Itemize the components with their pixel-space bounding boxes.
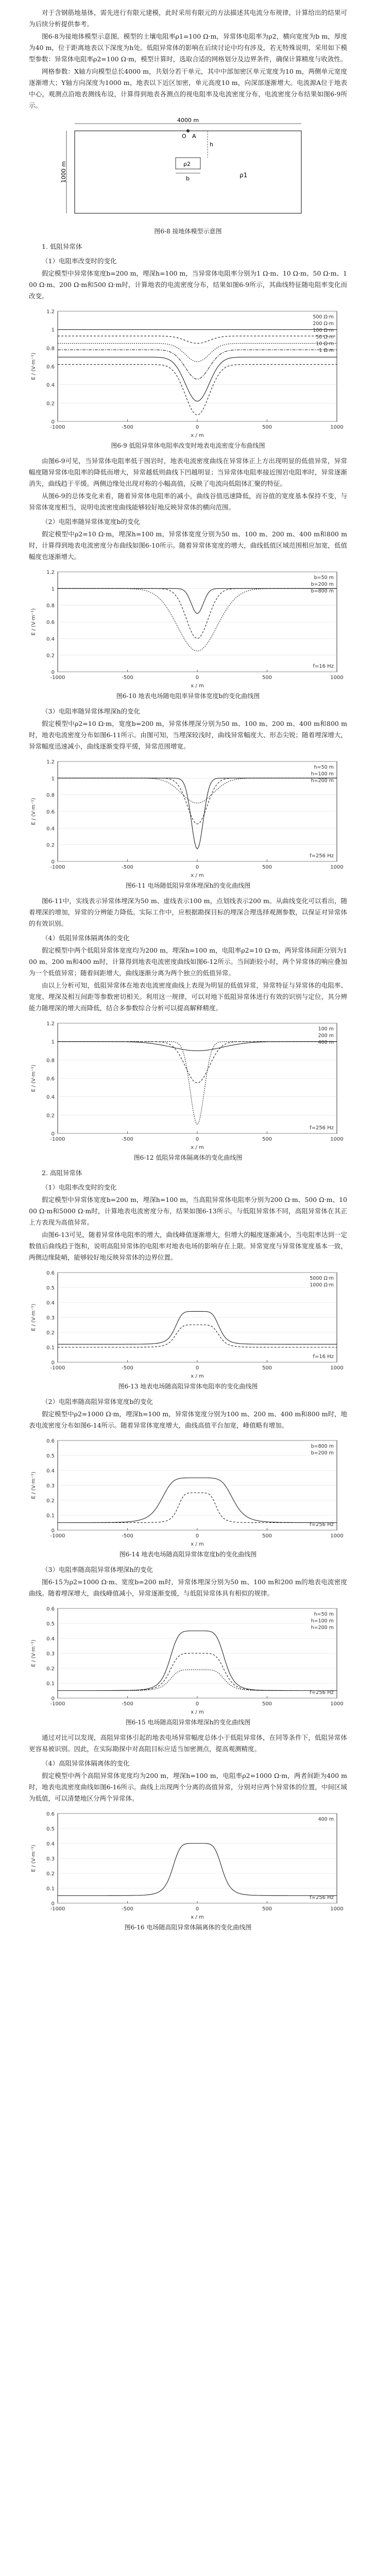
paragraph-2-1b: 由图6-13可见，随着异常体电阻率的增大，曲线峰值逐渐增大，但增大的幅度逐渐减小，当电阻率达到一定数值后曲线趋于饱和，说明高阻异常体的电阻率对地表电场的影响存在上限。异常宽度与异常体宽度基本一致，两侧边缘陡峭，能够较好地反映异常体的边界位置。 [29, 1231, 347, 1261]
series-label: 1 Ω·m [319, 348, 334, 353]
subsection-2-4: （4）高阻异常体隔离体的变化 [42, 1759, 130, 1767]
x-axis-label: x / m [191, 1709, 204, 1715]
series-line [58, 1325, 337, 1348]
series-line [58, 343, 337, 362]
x-tick-label: -500 [122, 1906, 133, 1912]
rho2-label: ρ2 [183, 161, 191, 167]
chart-fig6-9 [29, 305, 347, 439]
series-label: b=50 m [314, 575, 334, 581]
chart-annotation: f=256 Hz [310, 1522, 334, 1528]
chart-fig6-13 [29, 1266, 347, 1380]
chart-fig6-14 [29, 1434, 347, 1548]
x-tick-label: -1000 [50, 1365, 65, 1371]
y-tick-label: 0.2 [46, 842, 55, 849]
chart-annotation: f=256 Hz [310, 1690, 334, 1696]
y-axis-label: E / (V·m⁻¹) [31, 1471, 37, 1499]
x-tick-label: -500 [122, 675, 133, 681]
y-axis-label: E / (V·m⁻¹) [31, 1303, 37, 1331]
series-label: 50 Ω·m [316, 334, 334, 340]
series-label: 10 Ω·m [316, 341, 334, 347]
paragraph-1-4: 假定模型中两个低阻异常体宽度均为200 m，埋深h=100 m，电阻率ρ2=10 Ω·m，两异常体间距分别为100 m、200 m和400 m时，计算得到地表电流密度曲线如图6-12所示。当间距较小时，两个异常体的响应叠加为一个低值异常；随着间距增大，曲线逐渐分离为两个独立的低值异常。 [29, 946, 347, 977]
x-tick-label: -1000 [50, 1533, 65, 1539]
x-tick-label: 500 [262, 1701, 272, 1707]
x-tick-label: -1000 [50, 1701, 65, 1707]
chart-annotation: f=256 Hz [310, 853, 334, 859]
x-tick-label: 1000 [330, 1701, 344, 1707]
y-tick-label: 0.1 [46, 1513, 55, 1519]
depth-label: 1000 m [60, 161, 67, 183]
model-schematic [44, 115, 332, 224]
paragraph-model: 图6-8为接地体模型示意图。模型的土壤电阻率ρ1=100 Ω·m，异常体电阻率为ρ2，横向宽度为b m，厚度为40 m，位于距离地表以下深度为h处。低阻异常体的影响在后续讨论中均有涉及，若无特殊说明，采用如下模型参数：异常体电阻率ρ2=100 Ω·m，模型计算时，选取合适的网格划分及边界条件，确保计算精度与收敛性。 [29, 32, 347, 63]
chart-fig6-12 [29, 1017, 347, 1151]
x-axis-label: x / m [191, 1914, 204, 1920]
b-label: b [186, 175, 190, 182]
paragraph-1-3b: 图6-11中，实线表示异常体埋深为50 m、虚线表示100 m，点划线表示200 m。从曲线变化可以看出，随着埋深的增加，异常的分辨能力降低。实际工作中，应根据勘探目标的埋深合理选择观测参数，以保证对异常体的有效识别。 [29, 897, 347, 927]
y-tick-label: 0.2 [46, 653, 55, 659]
series-label: 100 Ω·m [313, 328, 334, 333]
series-label: 5000 Ω·m [310, 1276, 334, 1281]
y-tick-label: 0 [51, 1131, 55, 1137]
y-axis-label: E / (V·m⁻¹) [31, 1844, 37, 1872]
x-tick-label: 500 [262, 1906, 272, 1912]
series-line [58, 357, 337, 401]
x-tick-label: 1000 [330, 1906, 344, 1912]
series-line [58, 588, 337, 651]
x-tick-label: -1000 [50, 1137, 65, 1142]
series-line [58, 1042, 337, 1083]
chart-fig6-10 [29, 566, 347, 689]
y-tick-label: 1.2 [46, 309, 55, 315]
x-tick-label: -1000 [50, 1906, 65, 1912]
y-tick-label: 0 [51, 670, 55, 675]
y-tick-label: 0.4 [46, 1841, 55, 1847]
subsection-1-1: （1）电阻率改变时的变化 [42, 257, 117, 265]
series-line [58, 778, 337, 803]
y-tick-label: 0.6 [46, 1438, 55, 1444]
fig15-caption: 图6-15 电场随高阻异常体埋深h的变化曲线图 [125, 1719, 251, 1726]
chart-annotation: f=256 Hz [310, 1125, 334, 1131]
fig14-caption: 图6-14 地表电场随高阻异常体宽度b的变化曲线图 [119, 1551, 257, 1558]
y-tick-label: 0.8 [46, 1058, 55, 1064]
series-label: 200 Ω·m [313, 321, 334, 327]
x-tick-label: -500 [122, 1701, 133, 1707]
subsection-2-1: （1）电阻率改变时的变化 [42, 1183, 117, 1191]
series-label: h=100 m [311, 771, 334, 777]
x-tick-label: 500 [262, 675, 272, 681]
y-tick-label: 0.1 [46, 1681, 55, 1687]
x-tick-label: 1000 [330, 675, 344, 681]
y-tick-label: 0.4 [46, 1468, 55, 1474]
series-label: h=100 m [311, 1618, 334, 1624]
x-tick-label: 0 [195, 865, 199, 870]
y-tick-label: 0.6 [46, 364, 55, 370]
chart-fig6-16 [29, 1807, 347, 1921]
x-axis-label: x / m [191, 1374, 204, 1379]
paragraph-1-1c: 从图6-9的总体变化来看，随着异常体电阻率的减小，曲线谷值迅速降低，而谷值的宽度基本保持不变，与异常体宽度相当，说明电流密度曲线能够较好地反映异常体的横向范围。 [29, 492, 347, 511]
fig16-caption: 图6-16 电场随高阻异常体隔离体的变化曲线图 [124, 1924, 252, 1931]
series-label: 400 m [318, 1817, 334, 1822]
series-label: b=200 m [311, 1450, 334, 1456]
x-axis-label: x / m [191, 873, 204, 878]
y-tick-label: 0 [51, 1696, 55, 1702]
y-tick-label: 0.2 [46, 1330, 55, 1336]
chart-annotation: f=16 Hz [313, 1354, 334, 1360]
paragraph-2-4: 假定模型中两个高阻异常体宽度均为200 m，埋深h=100 m，电阻率ρ2=1000 Ω·m，两者间距为400 m时，地表电流密度曲线如图6-16所示。曲线上出现两个分离的高值异常，分别对应两个异常体的位置，中间区域为低值，可以清楚地区分两个异常体。 [29, 1772, 347, 1802]
x-tick-label: -1000 [50, 425, 65, 430]
subsection-1-2: （2）电阻率随异常体宽度b的变化 [42, 518, 140, 526]
paragraph-2-1: 假定模型中异常体宽度b=200 m，埋深h=100 m，当高阻异常体电阻率分别为200 Ω·m、500 Ω·m、1000 Ω·m和5000 Ω·m时，计算地表电流密度分布，结果如图6-13所示。与低阻异常体不同，高阻异常体在其正上方表现为高值异常。 [29, 1196, 347, 1226]
y-tick-label: 0.4 [46, 1636, 55, 1642]
series-line [58, 588, 337, 614]
y-axis-label: E / (V·m⁻¹) [31, 352, 37, 380]
rho1-label: ρ1 [240, 172, 248, 179]
y-tick-label: 0.1 [46, 1345, 55, 1351]
y-axis-label: E / (V·m⁻¹) [31, 1064, 37, 1092]
x-axis-label: x / m [191, 433, 204, 438]
x-tick-label: 0 [195, 425, 199, 430]
origin-label: O [182, 133, 186, 140]
x-tick-label: -1000 [50, 675, 65, 681]
subsection-2-2: （2）电阻率随高阻异常体宽度b的变化 [42, 1398, 153, 1405]
x-tick-label: -500 [122, 1533, 133, 1539]
y-tick-label: 1 [51, 776, 55, 782]
y-tick-label: 0.8 [46, 346, 55, 352]
series-line [58, 1042, 337, 1051]
y-tick-label: 0.3 [46, 1483, 55, 1489]
y-tick-label: 0.4 [46, 382, 55, 388]
chart-annotation: f=16 Hz [313, 664, 334, 669]
x-tick-label: -500 [122, 1365, 133, 1371]
series-label: 500 Ω·m [313, 314, 334, 320]
y-tick-label: 0.6 [46, 809, 55, 815]
x-tick-label: 500 [262, 425, 272, 430]
series-label: h=50 m [314, 765, 334, 770]
y-tick-label: 0.5 [46, 1285, 55, 1291]
y-axis-label: E / (V·m⁻¹) [31, 1639, 37, 1667]
series-line [58, 1843, 337, 1896]
x-tick-label: 0 [195, 1137, 199, 1142]
series-line [58, 1653, 337, 1691]
chart-annotation: f=256 Hz [310, 1895, 334, 1901]
y-tick-label: 1 [51, 586, 55, 592]
x-axis-label: x / m [191, 1145, 204, 1150]
fig11-caption: 图6-11 电场随低阻异常体埋深h的变化曲线图 [125, 882, 251, 889]
section-low-resistivity: 1. 低阻异常体 [42, 243, 82, 250]
y-tick-label: 0.5 [46, 1826, 55, 1832]
y-tick-label: 0.1 [46, 1886, 55, 1892]
y-tick-label: 0.2 [46, 1871, 55, 1877]
y-tick-label: 1.2 [46, 570, 55, 575]
subsection-1-4: （4）低阻异常体隔离体的变化 [42, 934, 130, 942]
series-label: b=800 m [311, 1444, 334, 1449]
paragraph-2-2: 假定模型中ρ2=1000 Ω·m，埋深h=100 m，异常体宽度分别为100 m、200 m、400 m和800 m时，地表电流密度分布如图6-14所示。随着异常体宽度增大，曲线高值平台加宽，峰值略有增加。 [29, 1410, 347, 1429]
x-tick-label: 500 [262, 1533, 272, 1539]
y-tick-label: 0.5 [46, 1453, 55, 1459]
x-tick-label: -500 [122, 865, 133, 870]
x-axis-label: x / m [191, 1541, 204, 1547]
chart-fig6-15 [29, 1602, 347, 1716]
chart-fig6-11 [29, 755, 347, 879]
x-tick-label: 1000 [330, 1533, 344, 1539]
series-label: h=200 m [311, 778, 334, 784]
series-line [58, 1311, 337, 1344]
fig13-caption: 图6-13 地表电场随高阻异常体电阻率的变化曲线图 [118, 1383, 258, 1390]
y-tick-label: 1 [51, 327, 55, 333]
x-tick-label: 0 [195, 1906, 199, 1912]
y-tick-label: 0.4 [46, 826, 55, 832]
series-label: b=800 m [311, 588, 334, 594]
series-line [58, 778, 337, 824]
series-line [58, 336, 337, 343]
series-line [58, 350, 337, 379]
h-label: h [210, 141, 213, 148]
series-label: 400 m [318, 1040, 334, 1045]
y-tick-label: 0 [51, 419, 55, 425]
paragraph-2-3b: 通过对比可以发现，高阻异常体引起的地表电场异常幅度总体小于低阻异常体，在同等条件下，低阻异常体更容易被识别。因此，在实际勘探中对高阻目标应适当加密测点，提高观测精度。 [29, 1734, 347, 1753]
y-tick-label: 0.6 [46, 1076, 55, 1082]
paragraph-1-2: 假定模型中ρ2=10 Ω·m，埋深h=100 m，异常体宽度分别为50 m、100 m、200 m、400 m和800 m时，计算得到地表电流密度分布曲线如图6-10所示。随着异常体宽度的增大，曲线低值区域范围相应加宽，低值幅度也逐渐增大。 [29, 530, 347, 561]
y-tick-label: 1.2 [46, 1021, 55, 1027]
series-line [58, 1493, 337, 1523]
fig10-caption: 图6-10 地表电场随电阻率异常体宽度b的变化曲线图 [116, 692, 260, 700]
series-label: 100 m [318, 1026, 334, 1032]
paragraph-1-1b: 由图6-9可见，当异常体电阻率低于围岩时，地表电流密度曲线在异常体正上方出现明显的低值异常，异常幅度随异常体电阻率的降低而增大，异常越低则曲线下凹越明显；当异常体电阻率接近围岩电阻率时，异常逐渐消失，曲线趋于平缓。两侧边缘处出现对称的小幅高值，反映了电流向低阻体汇聚的特征。 [29, 457, 347, 487]
y-tick-label: 0.6 [46, 1270, 55, 1276]
y-tick-label: 0 [51, 1528, 55, 1534]
x-tick-label: -1000 [50, 865, 65, 870]
series-line [58, 1670, 337, 1691]
section-high-resistivity: 2. 高阻异常体 [42, 1169, 82, 1177]
paragraph-1-1: 假定模型中异常体宽度b=200 m，埋深h=100 m，当异常体电阻率分别为1 Ω·m、10 Ω·m、50 Ω·m、100 Ω·m、200 Ω·m和500 Ω·m时，计算地表的电流密度分布，结果如图6-9所示，其曲线特征随电阻率变化而改变。 [29, 269, 347, 300]
y-tick-label: 0.8 [46, 792, 55, 799]
x-tick-label: 1000 [330, 1365, 344, 1371]
x-tick-label: 1000 [330, 865, 344, 870]
x-tick-label: 500 [262, 865, 272, 870]
y-tick-label: 1 [51, 1039, 55, 1045]
y-tick-label: 0.3 [46, 1651, 55, 1657]
subsection-1-3: （3）电阻率随异常体埋深h的变化 [42, 707, 141, 715]
series-line [58, 778, 337, 849]
x-tick-label: 0 [195, 1533, 199, 1539]
y-tick-label: 0.3 [46, 1856, 55, 1862]
x-tick-label: 1000 [330, 1137, 344, 1142]
fig8-caption: 图6-8 接地体模型示意图 [154, 228, 222, 235]
series-label: h=200 m [311, 1625, 334, 1631]
source-label: A [192, 133, 196, 140]
paragraph-1-4b: 由以上分析可知，低阻异常体在地表电流密度曲线上表现为明显的低值异常，异常特征与异常体的电阻率、宽度、埋深及相互间距等参数密切相关。利用这一规律，可以对地下低阻异常体进行有效的识别与定位，其分辨能力随埋深的增大而降低，结合多参数综合分析可以提高解释精度。 [29, 981, 347, 1012]
series-label: 200 m [318, 1033, 334, 1039]
width-label: 4000 m [177, 117, 199, 124]
y-tick-label: 0.5 [46, 1621, 55, 1627]
y-axis-label: E / (V·m⁻¹) [31, 608, 37, 636]
y-tick-label: 0.2 [46, 1113, 55, 1119]
x-tick-label: 0 [195, 1701, 199, 1707]
y-tick-label: 0.6 [46, 1811, 55, 1817]
x-tick-label: -500 [122, 1137, 133, 1142]
x-tick-label: 500 [262, 1365, 272, 1371]
y-tick-label: 0.2 [46, 401, 55, 407]
series-label: 1000 Ω·m [310, 1282, 334, 1288]
series-line [58, 364, 337, 415]
y-tick-label: 0 [51, 859, 55, 865]
paragraph-intro: 对于含钢筋地基体，需先进行有限元建模，此时采用有限元的方法描述其电流分布规律，计算给出的结果可为后续分析提供参考。 [29, 9, 347, 28]
y-tick-label: 0.2 [46, 1498, 55, 1504]
x-tick-label: -500 [122, 425, 133, 430]
x-tick-label: 0 [195, 1365, 199, 1371]
source-point [186, 129, 190, 132]
y-tick-label: 0.4 [46, 636, 55, 642]
y-tick-label: 0.6 [46, 1606, 55, 1612]
fig9-caption: 图6-9 低阻异常体电阻率改变时地表电流密度分布曲线图 [111, 442, 265, 449]
y-tick-label: 0.2 [46, 1666, 55, 1672]
y-tick-label: 0.6 [46, 620, 55, 625]
series-label: h=50 m [314, 1612, 334, 1617]
y-tick-label: 0.4 [46, 1300, 55, 1306]
series-line [58, 1631, 337, 1691]
y-tick-label: 1.2 [46, 759, 55, 765]
x-tick-label: 500 [262, 1137, 272, 1142]
y-tick-label: 0.3 [46, 1315, 55, 1321]
y-tick-label: 0.8 [46, 603, 55, 609]
y-axis-label: E / (V·m⁻¹) [31, 798, 37, 825]
series-line [58, 1042, 337, 1125]
paragraph-2-3: 图6-15为ρ2=1000 Ω·m、宽度b=200 m时，异常体埋深分别为50 m、100 m和200 m的地表电流密度曲线。随着埋深增大，曲线峰值减小，异常逐渐变缓，与低阻异常体具有相似的规律。 [29, 1578, 347, 1597]
series-label: b=200 m [311, 582, 334, 587]
y-tick-label: 0 [51, 1360, 55, 1366]
paragraph-grid: 网格参数：X轴方向模型总长4000 m，共划分若干单元，其中中部加密区单元宽度为10 m，两侧单元宽度逐渐增大；Y轴方向深度为1000 m，地表以下近区加密，单元高度10 m，向深部逐渐增大。电流源A位于地表中心，观测点沿地表测线布设，计算得到地表各测点的视电阻率及电流密度分布，电流密度分布结果如图6-9所示。 [29, 67, 347, 109]
subsection-2-3: （3）电阻率随高阻异常体埋深h的变化 [42, 1566, 153, 1573]
x-axis-label: x / m [191, 683, 204, 689]
fig12-caption: 图6-12 低阻异常体隔离体的变化曲线图 [133, 1154, 243, 1161]
y-tick-label: 0 [51, 1901, 55, 1907]
x-tick-label: 0 [195, 675, 199, 681]
y-tick-label: 0.4 [46, 1094, 55, 1100]
paragraph-1-3: 假定模型中ρ2=10 Ω·m，宽度b=200 m，异常体埋深分别为50 m、100 m、200 m、400 m和800 m时，地表电流密度分布如图6-11所示。由图可知，当埋深较浅时，曲线异常幅度大、形态尖锐；随着埋深增大，异常幅度迅速减小，曲线逐渐变得平缓，异常范围增宽。 [29, 720, 347, 750]
model-domain-rect [75, 131, 301, 213]
x-tick-label: 1000 [330, 425, 344, 430]
